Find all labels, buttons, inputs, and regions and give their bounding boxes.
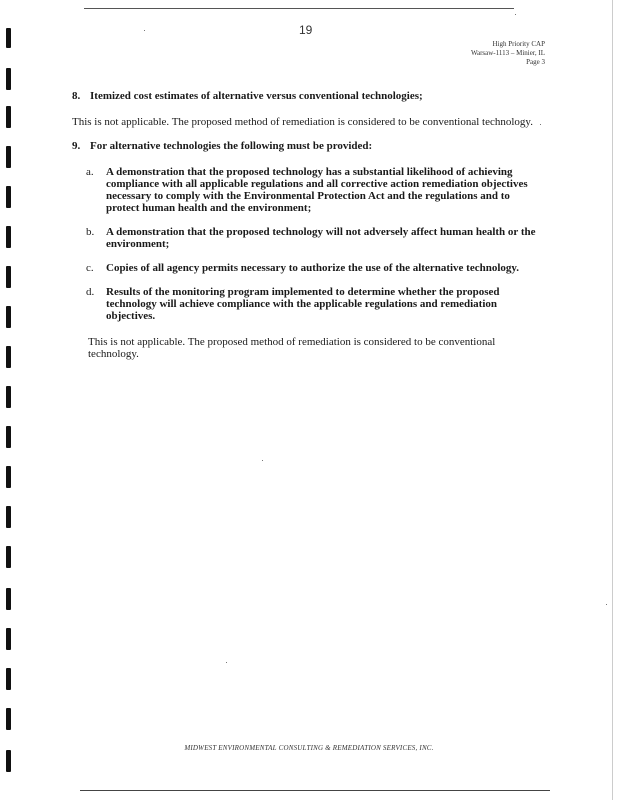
page-edge [612,0,613,800]
binder-hole [6,28,11,48]
binder-hole [6,186,11,208]
section-9-heading [72,140,544,152]
section-8-heading [72,90,544,102]
list-item [86,166,544,214]
binder-hole [6,346,11,368]
header-line-1: High Priority CAP [492,40,545,48]
scan-speck [262,460,263,461]
binder-hole [6,668,11,690]
list-item [86,262,544,274]
page-number: 19 [299,23,313,37]
document-body [72,90,544,360]
bottom-rule [80,790,550,791]
list-item-text: Results of the monitoring program implemented to determine whether the proposed technology will achieve compliance with the applicable regulations and remediation objectives. [106,286,500,322]
list-item [86,286,544,322]
section-9-list [86,166,544,322]
binder-hole [6,750,11,772]
section-9-title: For alternative technologies the following must be provided: [90,140,373,152]
document-header [471,40,545,67]
scan-speck [144,30,145,31]
company-footer: MIDWEST ENVIRONMENTAL CONSULTING & REMEDIATION SERVICES, INC. [184,744,434,752]
list-item-text: Copies of all agency permits necessary to authorize the use of the alternative technology. [106,262,520,274]
list-item [86,226,544,250]
binder-hole [6,426,11,448]
binder-hole [6,386,11,408]
list-item-letter: d. [86,286,95,298]
binder-hole [6,506,11,528]
binder-hole [6,266,11,288]
binder-hole [6,628,11,650]
section-8-body: This is not applicable. The proposed method of remediation is considered to be conventional technology. [72,116,533,128]
header-line-3: Page 3 [526,58,545,66]
top-rule [84,8,514,9]
scan-speck [515,14,516,15]
section-8-title: Itemized cost estimates of alternative versus conventional technologies; [90,90,423,102]
list-item-letter: b. [86,226,95,238]
binder-hole [6,588,11,610]
list-item-letter: a. [86,166,94,178]
header-line-2: Warsaw-1113 – Minier, IL [470,49,545,57]
binder-hole [6,146,11,168]
binder-hole [6,546,11,568]
section-8-number: 8. [72,90,81,102]
section-9-body: This is not applicable. The proposed method of remediation is considered to be conventional technology. [88,336,496,360]
binder-hole [6,708,11,730]
binder-hole [6,68,11,90]
scan-speck [606,604,607,605]
binder-hole [6,226,11,248]
binder-hole [6,466,11,488]
list-item-text: A demonstration that the proposed technology has a substantial likelihood of achieving compliance with all applicable regulations and all corrective action remediation objectives necessary to comply with the Environmental Protection Act and the regulations and to protect human health and the environment; [106,166,528,214]
list-item-text: A demonstration that the proposed technology will not adversely affect human health or the environment; [106,226,536,250]
binder-hole [6,106,11,128]
scan-speck [540,124,541,125]
binder-hole [6,306,11,328]
scan-speck [226,662,227,663]
list-item-letter: c. [86,262,94,274]
section-9-number: 9. [72,140,81,152]
